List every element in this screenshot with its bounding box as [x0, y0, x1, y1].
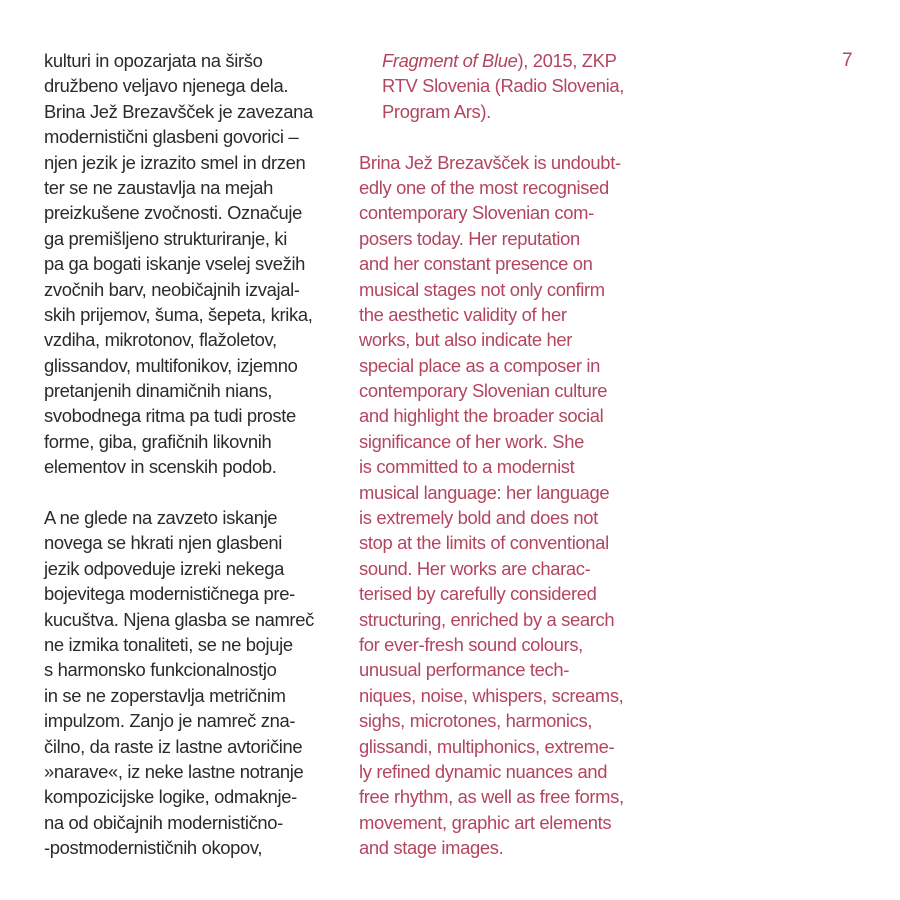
text-line: ga premišljeno strukturiranje, ki: [44, 227, 287, 249]
text-line: posers today. Her reputation: [359, 227, 580, 249]
text-line: svobodnega ritma pa tudi proste: [44, 405, 296, 427]
work-listing-line-3: Program Ars).: [382, 100, 491, 122]
text-line: Brina Jež Brezavšček je zavezana: [44, 100, 313, 122]
text-line: free rhythm, as well as free forms,: [359, 786, 624, 808]
text-line: and stage images.: [359, 837, 504, 859]
text-line: pretanjenih dinamičnih nians,: [44, 380, 273, 402]
text-line: in se ne zoperstavlja metričnim: [44, 684, 286, 706]
text-line: ne izmika tonaliteti, se ne bojuje: [44, 633, 293, 655]
text-line: structuring, enriched by a search: [359, 608, 615, 630]
text-line: sighs, microtones, harmonics,: [359, 710, 593, 732]
work-listing-line-2: RTV Slovenia (Radio Slovenia,: [382, 75, 625, 97]
text-line: for ever-fresh sound colours,: [359, 633, 583, 655]
text-line: contemporary Slovenian culture: [359, 380, 608, 402]
work-listing-detail: ), 2015, ZKP: [517, 50, 617, 71]
text-line: special place as a composer in: [359, 354, 600, 376]
text-line: is extremely bold and does not: [359, 507, 598, 529]
slovenian-text-column: [44, 48, 314, 861]
text-line: musical stages not only confirm: [359, 278, 605, 300]
text-line: musical language: her language: [359, 481, 610, 503]
text-line: and highlight the broader social: [359, 405, 604, 427]
text-line: na od običajnih modernistično-: [44, 811, 283, 833]
slovenian-paragraph-2: [44, 505, 314, 860]
text-line: niques, noise, whispers, screams,: [359, 684, 624, 706]
text-line: impulzom. Zanjo je namreč zna-: [44, 710, 296, 732]
text-line: novega se hkrati njen glasbeni: [44, 532, 282, 554]
text-line: contemporary Slovenian com-: [359, 202, 594, 224]
work-title: Fragment of Blue: [382, 50, 518, 71]
text-line: modernistični glasbeni govorici –: [44, 126, 299, 148]
text-line: elementov in scenskih podob.: [44, 456, 277, 478]
text-line: bojevitega modernističnega pre-: [44, 583, 295, 605]
text-line: movement, graphic art elements: [359, 811, 612, 833]
text-line: forme, giba, grafičnih likovnih: [44, 430, 272, 452]
text-line: čilno, da raste iz lastne avtoričine: [44, 735, 303, 757]
text-line: unusual performance tech-: [359, 659, 570, 681]
text-line: is committed to a modernist: [359, 456, 575, 478]
text-line: zvočnih barv, neobičajnih izvajal-: [44, 278, 300, 300]
text-line: družbeno veljavo njenega dela.: [44, 75, 289, 97]
text-line: s harmonsko funkcionalnostjo: [44, 659, 277, 681]
text-line: Brina Jež Brezavšček is undoubt-: [359, 151, 621, 173]
work-listing: [359, 48, 624, 124]
text-line: significance of her work. She: [359, 430, 584, 452]
text-line: vzdiha, mikrotonov, flažoletov,: [44, 329, 277, 351]
page-number: 7: [842, 50, 853, 71]
text-line: glissandi, multiphonics, extreme-: [359, 735, 615, 757]
paragraph-gap: [359, 124, 624, 149]
work-listing-line-1: [359, 48, 624, 73]
slovenian-paragraph-1: [44, 48, 314, 480]
text-line: stop at the limits of conventional: [359, 532, 609, 554]
text-line: kulturi in opozarjata na širšo: [44, 50, 263, 71]
text-line: works, but also indicate her: [359, 329, 573, 351]
text-line: kompozicijske logike, odmaknje-: [44, 786, 297, 808]
text-line: kucuštva. Njena glasba se namreč: [44, 608, 314, 630]
paragraph-gap: [44, 480, 314, 505]
text-line: -postmodernističnih okopov,: [44, 837, 263, 859]
text-line: A ne glede na zavzeto iskanje: [44, 507, 278, 529]
text-line: ter se ne zaustavlja na mejah: [44, 176, 274, 198]
text-line: glissandov, multifonikov, izjemno: [44, 354, 298, 376]
english-text-column: [359, 48, 624, 861]
text-line: edly one of the most recognised: [359, 176, 609, 198]
text-line: njen jezik je izrazito smel in drzen: [44, 151, 306, 173]
text-line: terised by carefully considered: [359, 583, 597, 605]
text-line: ly refined dynamic nuances and: [359, 760, 608, 782]
text-line: the aesthetic validity of her: [359, 303, 567, 325]
text-line: »narave«, iz neke lastne notranje: [44, 760, 304, 782]
text-line: preizkušene zvočnosti. Označuje: [44, 202, 302, 224]
text-line: skih prijemov, šuma, šepeta, krika,: [44, 303, 313, 325]
text-line: sound. Her works are charac-: [359, 557, 591, 579]
text-line: pa ga bogati iskanje vselej svežih: [44, 253, 306, 275]
text-line: jezik odpoveduje izreki nekega: [44, 557, 284, 579]
text-line: and her constant presence on: [359, 253, 593, 275]
english-paragraph: [359, 150, 624, 861]
